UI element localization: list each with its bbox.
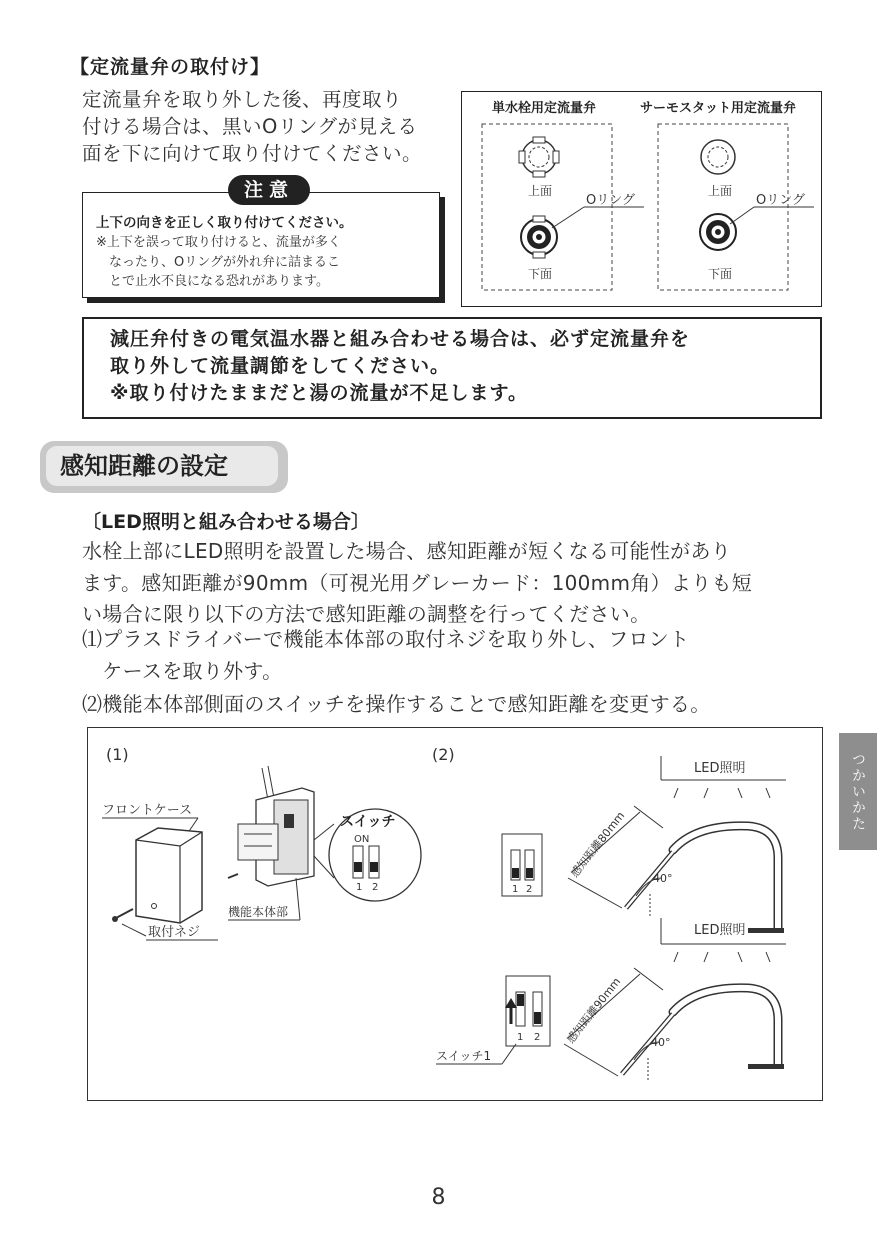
body-label: 機能本体部 [228, 905, 289, 919]
step-2: ⑵機能本体部側面のスイッチを操作することで感知距離を変更する。 [82, 692, 711, 716]
screw-leader [122, 924, 146, 936]
switch1-leader [502, 1044, 516, 1064]
body-unit-icon [228, 766, 314, 886]
figure-box [87, 727, 823, 1101]
front-case-label: フロントケース [102, 803, 193, 818]
warning-line: 取り外して流量調節をしてください。 [110, 355, 451, 377]
warning-text [110, 326, 810, 407]
switch-b-frame [506, 976, 550, 1046]
switch-b-num-2: 2 [534, 1032, 541, 1043]
left-top-label: 上面 [528, 184, 553, 198]
right-top-label: 上面 [708, 184, 733, 198]
caution-body [96, 233, 431, 292]
section-title: 感知距離の設定 [46, 446, 278, 486]
valve-diagram-svg [462, 92, 821, 306]
led-b-rays [674, 952, 770, 962]
switch-b-2-knob [534, 1012, 541, 1024]
left-bottom-label: 下面 [528, 267, 553, 281]
step-line: ケースを取り外す。 [82, 658, 283, 683]
switch-a-num-2: 2 [526, 884, 533, 895]
front-case-icon [136, 828, 202, 923]
switch-a-num-1: 1 [512, 884, 519, 895]
step-line: ⑴プラスドライバーで機能本体部の取付ネジを取り外し、フロント [82, 627, 690, 651]
dist-a-tick [634, 806, 663, 828]
dist-a-label: 感知距離80mm [568, 809, 628, 880]
screw-label: 取付ネジ [148, 925, 201, 940]
led-a-label: LED照明 [694, 761, 746, 776]
page-number: 8 [431, 1185, 446, 1210]
right-valve-bottom-icon [700, 214, 736, 250]
panel1-label: (1) [106, 745, 129, 764]
right-oring-leader [730, 207, 754, 224]
sub-heading: 〔LED照明と組み合わせる場合〕 [82, 511, 370, 533]
figure-svg [88, 728, 822, 1100]
caution-line: とで止水不良になる恐れがあります。 [96, 274, 329, 289]
switch-num-2: 2 [372, 882, 379, 893]
switch-a-frame [502, 834, 542, 896]
led-a-rays [674, 788, 770, 798]
faucet-a-icon [673, 826, 784, 933]
left-valve-top-icon [519, 137, 559, 177]
dip-switch-1-knob [354, 862, 362, 872]
dist-b-tick [564, 1044, 618, 1076]
intro-line: 面を下に向けて取り付けてください。 [82, 142, 423, 165]
section2-body [82, 536, 822, 631]
intro-line: 定流量弁を取り外した後、再度取り [82, 88, 403, 111]
caution-line: ※上下を誤って取り付けると、流量が多く [96, 235, 341, 250]
switch-a-1-knob [512, 868, 519, 878]
switch-on-label: ON [354, 834, 370, 845]
dip-switch-2-knob [370, 862, 378, 872]
right-bottom-label: 下面 [708, 267, 733, 281]
intro-line: 付ける場合は、黒いOリングが見える [82, 115, 418, 138]
mounting-screw-icon [112, 909, 133, 922]
faucet-b-icon [673, 988, 784, 1069]
side-tab-usage[interactable]: つかいかた [839, 733, 877, 850]
switch-b-num-1: 1 [517, 1032, 524, 1043]
switch-num-1: 1 [356, 882, 363, 893]
step-1 [82, 624, 689, 687]
section-heading-flow-valve: 【定流量弁の取付け】 [70, 56, 271, 78]
caution-lead: 上下の向きを正しく取り付けてください。 [96, 215, 353, 231]
right-oring-label: Oリング [756, 193, 805, 208]
dist-b-label: 感知距離90mm [564, 975, 624, 1046]
intro-text [82, 86, 447, 167]
angle-b-label: 40° [651, 1036, 671, 1049]
led-b-label: LED照明 [694, 923, 746, 938]
dist-a-tick [568, 878, 622, 908]
caution-line: なったり、Oリングが外れ弁に詰まるこ [96, 254, 340, 270]
body-line: 水栓上部にLED照明を設置した場合、感知距離が短くなる可能性があり [82, 539, 732, 563]
dist-b-tick [634, 968, 663, 990]
body-leader [296, 878, 300, 920]
left-valve-bottom-icon [521, 216, 557, 258]
switch1-label: スイッチ1 [436, 1049, 492, 1063]
body-line: ます。感知距離が90mm（可視光用グレーカード：100mm角）よりも短 [82, 570, 753, 595]
left-oring-leader [552, 207, 584, 228]
body-line: い場合に限り以下の方法で感知距離の調整を行ってください。 [82, 602, 651, 626]
warning-line: 減圧弁付きの電気温水器と組み合わせる場合は、必ず定流量弁を [110, 328, 691, 350]
left-valve-title: 単水栓用定流量弁 [492, 101, 597, 116]
right-valve-top-icon [701, 140, 735, 174]
switch-a-2-knob [526, 868, 533, 878]
switch-title: スイッチ [340, 814, 396, 830]
valve-diagram [461, 91, 822, 307]
angle-a-label: 40° [653, 872, 673, 885]
left-oring-label: Oリング [586, 193, 635, 208]
warning-line: ※取り付けたままだと湯の流量が不足します。 [110, 382, 528, 404]
caution-tag: 注意 [228, 175, 310, 205]
right-valve-title: サーモスタット用定流量弁 [640, 101, 797, 116]
switch-callout-line [314, 824, 334, 840]
switch-b-1-knob [517, 994, 524, 1006]
panel2-label: (2) [432, 745, 455, 764]
